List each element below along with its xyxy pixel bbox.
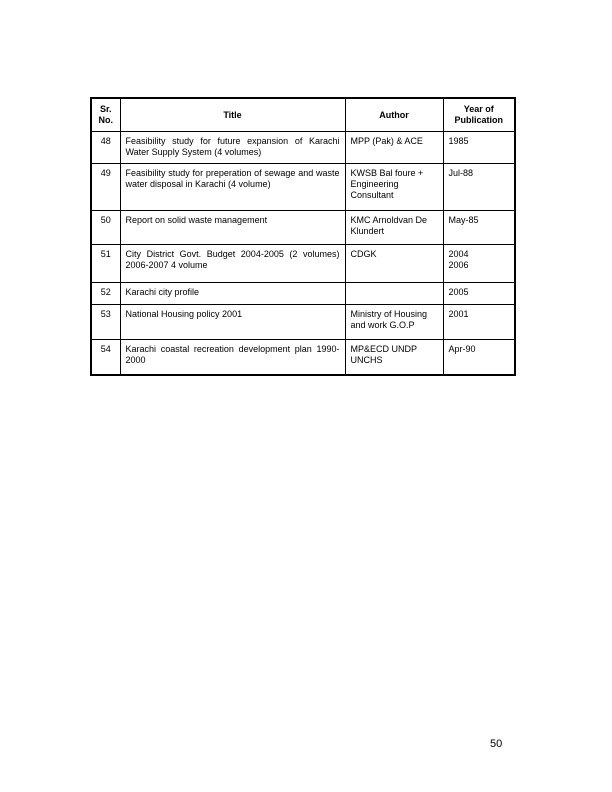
author-line: CDGK — [350, 249, 377, 259]
page-number: 50 — [490, 738, 503, 750]
row-sr-no: 53 — [91, 305, 120, 340]
author-line: Engineering — [350, 179, 399, 189]
row-author — [345, 283, 443, 305]
year-line: 2005 — [448, 287, 469, 297]
row-author — [345, 132, 443, 164]
row-title: Karachi city profile — [120, 283, 345, 305]
table-row — [91, 340, 515, 375]
year-line: 2004 — [448, 249, 469, 259]
row-sr-no: 48 — [91, 132, 120, 164]
row-author — [345, 245, 443, 283]
row-sr-no: 49 — [91, 164, 120, 211]
author-line: Klundert — [350, 226, 385, 236]
row-author — [345, 164, 443, 211]
row-year — [443, 245, 515, 283]
header-title: Title — [120, 98, 345, 132]
author-line: MPP (Pak) & ACE — [350, 136, 423, 146]
table-row — [91, 283, 515, 305]
year-line: Jul-88 — [448, 168, 474, 178]
table-row — [91, 132, 515, 164]
year-line: Apr-90 — [448, 344, 476, 354]
year-line: 2006 — [448, 260, 469, 270]
year-line: 2001 — [448, 309, 469, 319]
table-header-row — [91, 98, 515, 132]
author-line: and work G.O.P — [350, 320, 415, 330]
row-title: National Housing policy 2001 — [120, 305, 345, 340]
row-author — [345, 305, 443, 340]
author-line: MP&ECD UNDP — [350, 344, 418, 354]
author-line: KWSB Bal foure + — [350, 168, 424, 178]
row-author — [345, 211, 443, 245]
row-year — [443, 305, 515, 340]
row-author — [345, 340, 443, 375]
row-title: Feasibility study for future expansion of Karachi Water Supply System (4 volumes) — [120, 132, 345, 164]
row-sr-no: 54 — [91, 340, 120, 375]
row-year — [443, 283, 515, 305]
header-author: Author — [345, 98, 443, 132]
author-line: KMC Arnoldvan De — [350, 215, 428, 225]
table-row — [91, 245, 515, 283]
row-sr-no: 50 — [91, 211, 120, 245]
row-title: Report on solid waste management — [120, 211, 345, 245]
year-line: 1985 — [448, 136, 469, 146]
row-year — [443, 211, 515, 245]
references-table — [90, 97, 516, 376]
row-sr-no: 52 — [91, 283, 120, 305]
author-line: Ministry of Housing — [350, 309, 428, 319]
author-line: UNCHS — [350, 355, 383, 365]
row-year — [443, 132, 515, 164]
row-year — [443, 340, 515, 375]
header-year: Year of Publication — [443, 98, 515, 132]
row-sr-no: 51 — [91, 245, 120, 283]
table-row — [91, 305, 515, 340]
table-row — [91, 164, 515, 211]
author-line: Consultant — [350, 190, 394, 200]
row-title: City District Govt. Budget 2004-2005 (2 volumes) 2006-2007 4 volume — [120, 245, 345, 283]
row-year — [443, 164, 515, 211]
header-sr-no: Sr. No. — [91, 98, 120, 132]
table-body — [91, 132, 515, 375]
row-title: Karachi coastal recreation development plan 1990-2000 — [120, 340, 345, 375]
row-title: Feasibility study for preperation of sewage and waste water disposal in Karachi (4 volume) — [120, 164, 345, 211]
table-row — [91, 211, 515, 245]
year-line: May-85 — [448, 215, 479, 225]
